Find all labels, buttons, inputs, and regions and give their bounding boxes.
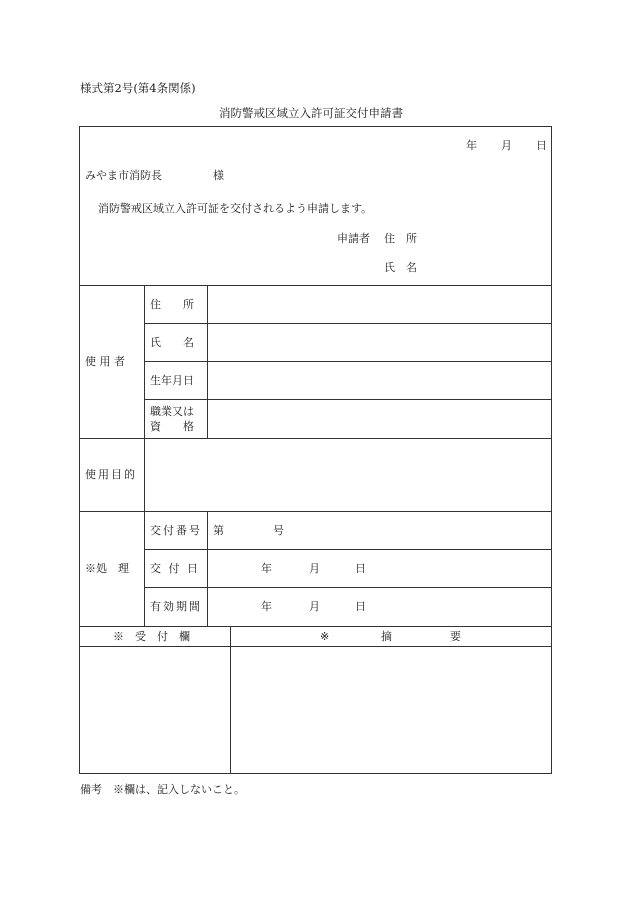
- purpose-label: 使用目的: [85, 468, 137, 481]
- user-birthdate-label: 生年月日: [150, 374, 194, 387]
- issue-date-label: 交 付 日: [150, 562, 200, 575]
- user-name-label: 氏 名: [150, 336, 194, 349]
- applicant-address-label: 住 所: [384, 232, 417, 245]
- valid-period-month: 月: [309, 600, 320, 613]
- issue-number-prefix: 第: [213, 524, 224, 537]
- issue-date-day: 日: [355, 562, 366, 575]
- issue-number-suffix: 号: [273, 524, 284, 537]
- remarks-mark: ※: [320, 630, 330, 643]
- application-statement: 消防警戒区域立入許可証を交付されるよう申請します。: [98, 202, 373, 215]
- valid-period-year: 年: [261, 600, 272, 613]
- valid-period-day: 日: [355, 600, 366, 613]
- user-group-label: 使 用 者: [85, 355, 125, 368]
- reception-header: ※ 受 付 欄: [113, 630, 190, 643]
- remarks-header: 摘 要: [381, 630, 473, 643]
- addressee: みやま市消防長: [85, 169, 162, 182]
- processing-group-label: ※処 理: [85, 562, 129, 575]
- form-title: 消防警戒区域立入許可証交付申請書: [219, 106, 403, 120]
- user-occupation-label: 職業又は: [150, 405, 194, 418]
- honorific: 様: [213, 169, 224, 182]
- user-address-label: 住 所: [150, 298, 194, 311]
- issue-number-label: 交付番号: [150, 524, 202, 537]
- user-qualification-label: 資 格: [150, 420, 194, 433]
- applicant-name-label: 氏 名: [384, 261, 417, 274]
- issue-date-year: 年: [261, 562, 272, 575]
- valid-period-label: 有効期間: [150, 600, 202, 613]
- issue-date-month: 月: [309, 562, 320, 575]
- applicant-label: 申請者: [337, 232, 370, 245]
- date-month-label: 月: [501, 139, 512, 152]
- date-year-label: 年: [466, 139, 477, 152]
- date-day-label: 日: [536, 139, 547, 152]
- form-code: 様式第2号(第4条関係): [80, 81, 196, 95]
- remarks-note: 備考 ※欄は、記入しないこと。: [80, 783, 245, 796]
